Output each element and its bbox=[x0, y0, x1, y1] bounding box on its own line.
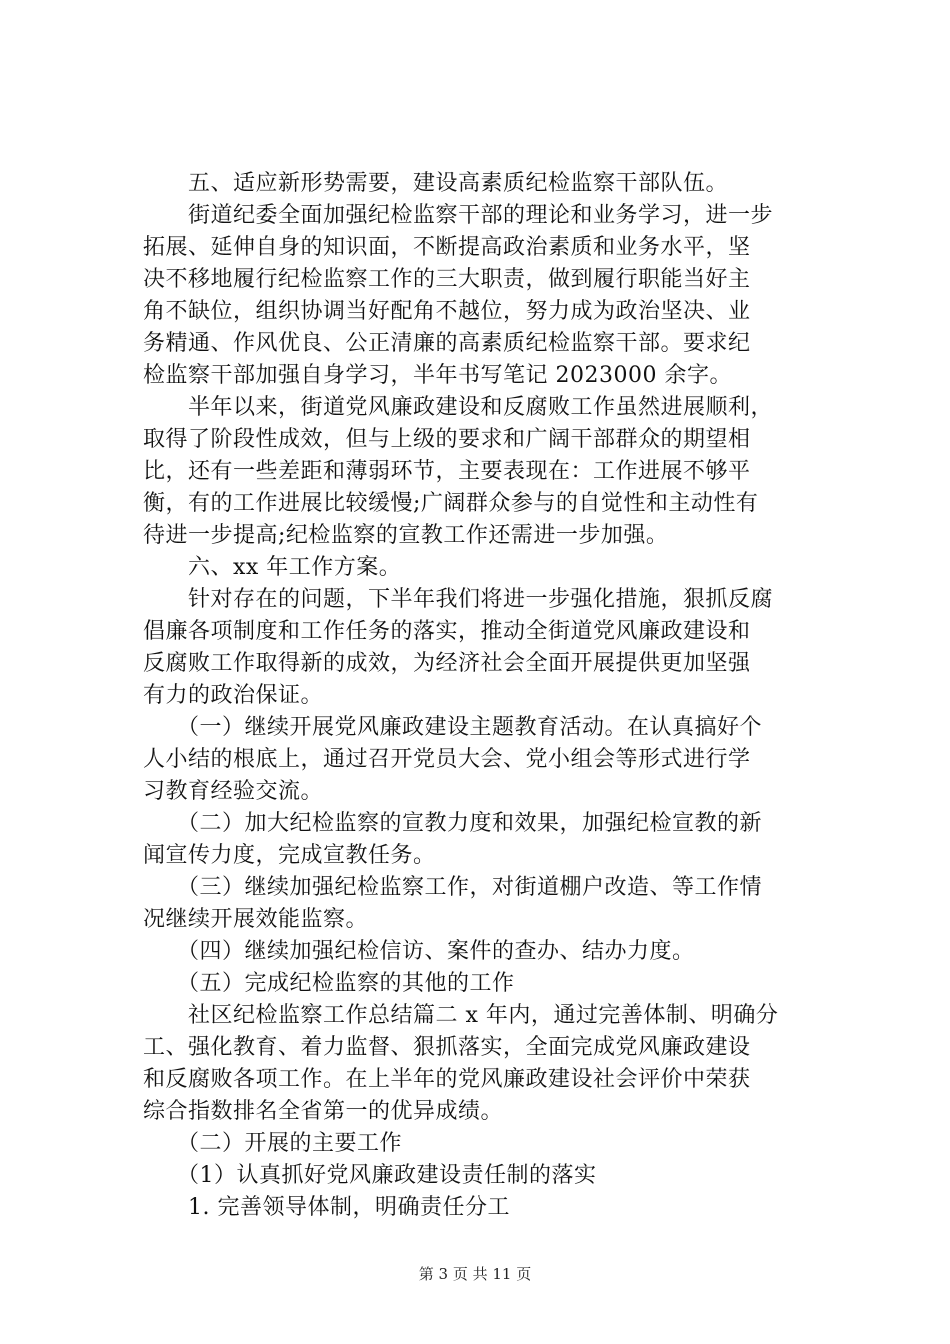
text-line: 角不缺位，组织协调当好配角不越位，努力成为政治坚决、业 bbox=[143, 299, 751, 324]
text-line: 和反腐败各项工作。在上半年的党风廉政建设社会评价中荣获 bbox=[143, 1067, 751, 1092]
text-line: 待进一步提高;纪检监察的宣教工作还需进一步加强。 bbox=[143, 523, 669, 548]
text-line: 衡，有的工作进展比较缓慢;广阔群众参与的自觉性和主动性有 bbox=[143, 491, 759, 516]
text-line: 反腐败工作取得新的成效，为经济社会全面开展提供更加坚强 bbox=[143, 651, 751, 676]
body-text bbox=[143, 168, 823, 1224]
text-line: 六、xx 年工作方案。 bbox=[143, 555, 402, 580]
text-line: 闻宣传力度，完成宣教任务。 bbox=[143, 843, 436, 868]
text-line: 习教育经验交流。 bbox=[143, 779, 324, 804]
text-line: 五、适应新形势需要，建设高素质纪检监察干部队伍。 bbox=[143, 171, 729, 196]
text-line: （1）认真抓好党风廉政建设责任制的落实 bbox=[143, 1163, 597, 1188]
text-line: 1. 完善领导体制，明确责任分工 bbox=[143, 1195, 510, 1220]
text-line: 人小结的根底上，通过召开党员大会、党小组会等形式进行学 bbox=[143, 747, 751, 772]
text-line: 检监察干部加强自身学习，半年书写笔记 2023000 余字。 bbox=[143, 363, 732, 388]
text-line: （四）继续加强纪检信访、案件的查办、结办力度。 bbox=[143, 939, 695, 964]
text-line: 决不移地履行纪检监察工作的三大职责，做到履行职能当好主 bbox=[143, 267, 751, 292]
text-line: 有力的政治保证。 bbox=[143, 683, 324, 708]
text-line: （一）继续开展党风廉政建设主题教育活动。在认真搞好个 bbox=[143, 715, 763, 740]
text-line: 况继续开展效能监察。 bbox=[143, 907, 369, 932]
text-line: 半年以来，街道党风廉政建设和反腐败工作虽然进展顺利， bbox=[143, 395, 774, 420]
text-line: 倡廉各项制度和工作任务的落实，推动全街道党风廉政建设和 bbox=[143, 619, 751, 644]
text-line: 街道纪委全面加强纪检监察干部的理论和业务学习，进一步 bbox=[143, 203, 774, 228]
text-line: 取得了阶段性成效，但与上级的要求和广阔干部群众的期望相 bbox=[143, 427, 751, 452]
text-line: （二）开展的主要工作 bbox=[143, 1131, 403, 1156]
text-line: 工、强化教育、着力监督、狠抓落实，全面完成党风廉政建设 bbox=[143, 1035, 751, 1060]
text-line: （三）继续加强纪检监察工作，对街道棚户改造、等工作情 bbox=[143, 875, 763, 900]
text-line: 拓展、延伸自身的知识面，不断提高政治素质和业务水平，坚 bbox=[143, 235, 751, 260]
text-line: 综合指数排名全省第一的优异成绩。 bbox=[143, 1099, 504, 1124]
text-line: （五）完成纪检监察的其他的工作 bbox=[143, 971, 515, 996]
page-footer: 第 3 页 共 11 页 bbox=[418, 1265, 532, 1283]
text-line: 务精通、作风优良、公正清廉的高素质纪检监察干部。要求纪 bbox=[143, 331, 751, 356]
text-line: （二）加大纪检监察的宣教力度和效果，加强纪检宣教的新 bbox=[143, 811, 763, 836]
text-line: 社区纪检监察工作总结篇二 x 年内，通过完善体制、明确分 bbox=[143, 1003, 779, 1028]
text-line: 比，还有一些差距和薄弱环节，主要表现在：工作进展不够平 bbox=[143, 459, 751, 484]
text-line: 针对存在的问题，下半年我们将进一步强化措施，狠抓反腐 bbox=[143, 587, 774, 612]
